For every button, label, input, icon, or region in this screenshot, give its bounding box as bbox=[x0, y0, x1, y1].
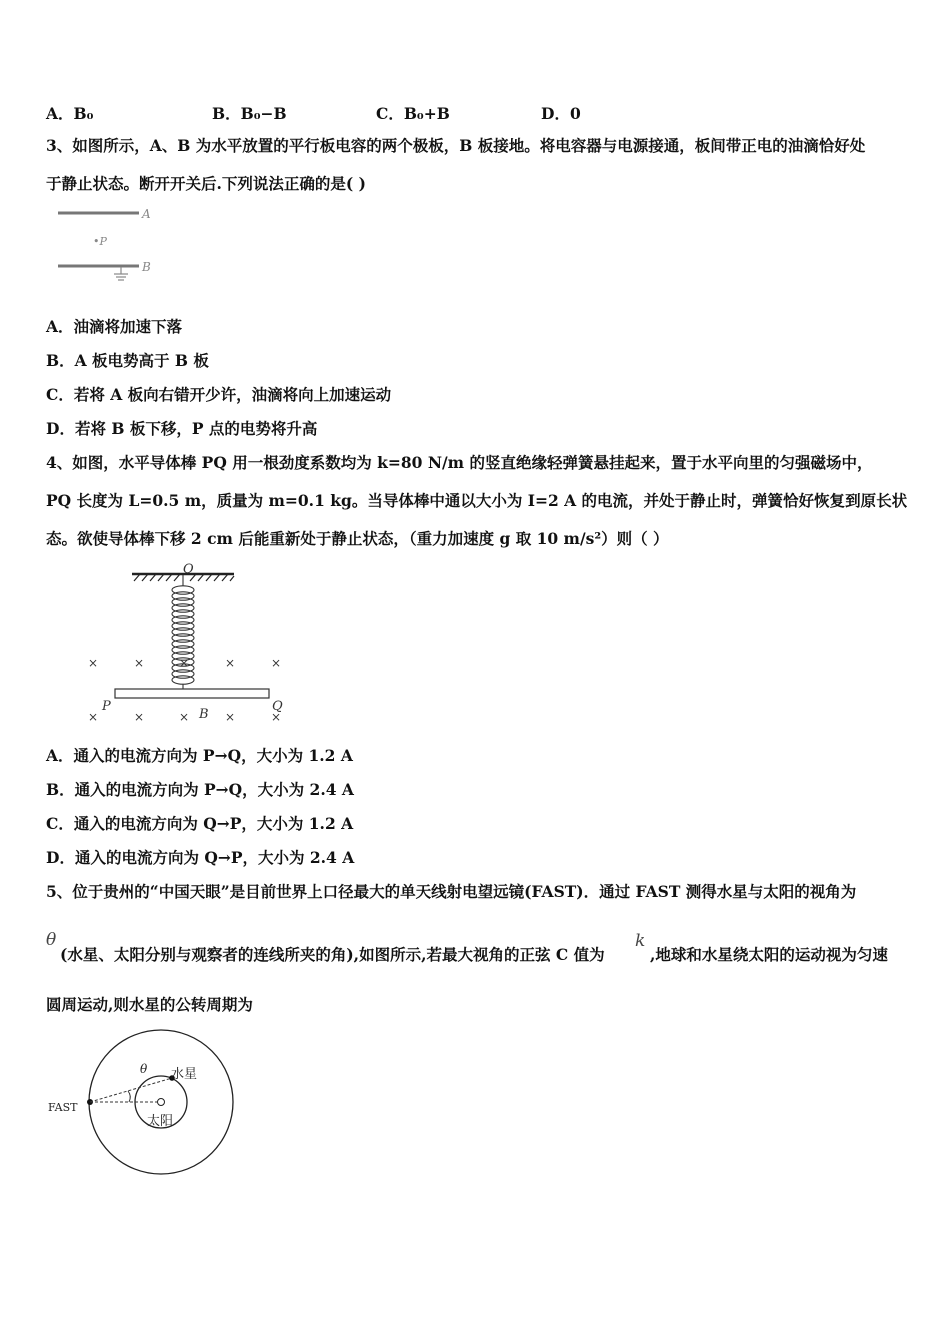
q3-capacitor-figure bbox=[55, 200, 165, 290]
q2-option-a: A．B₀ bbox=[46, 104, 94, 123]
field-cross-icon: × bbox=[179, 656, 190, 670]
q3-stem-line-2: 于静止状态。断开开关后.下列说法正确的是( ) bbox=[46, 174, 366, 193]
q5-stem-line-3: 圆周运动,则水星的公转周期为 bbox=[46, 995, 253, 1014]
fast-label: FAST bbox=[48, 1101, 78, 1114]
q4-stem-line-2: PQ 长度为 L=0.5 m，质量为 m=0.1 kg。当导体棒中通以大小为 I=2 A 的电流，并处于静止时，弹簧恰好恢复到原长状 bbox=[46, 491, 908, 510]
q4-option-c: C．通入的电流方向为 Q→P，大小为 1.2 A bbox=[46, 814, 354, 833]
q3-option-a: A．油滴将加速下落 bbox=[46, 317, 183, 336]
rod-q-label: Q bbox=[272, 699, 283, 714]
field-cross-icon: × bbox=[88, 656, 99, 670]
q4-option-d: D．通入的电流方向为 Q→P，大小为 2.4 A bbox=[46, 848, 355, 867]
q3-stem-line-1: 3、如图所示，A、B 为水平放置的平行板电容的两个极板，B 板接地。将电容器与电源接通，板间带正电的油滴恰好处 bbox=[46, 136, 866, 155]
q4-spring-figure bbox=[80, 560, 300, 730]
sun-marker bbox=[158, 1099, 165, 1106]
rod-p-label: P bbox=[102, 699, 111, 714]
q3-option-c: C．若将 A 板向右错开少许，油滴将向上加速运动 bbox=[46, 385, 392, 404]
sun-label: 太阳 bbox=[147, 1114, 174, 1129]
field-cross-icon: × bbox=[134, 710, 145, 724]
spring-icon bbox=[172, 575, 194, 689]
ground-icon bbox=[114, 267, 128, 280]
field-b-label: B bbox=[199, 707, 209, 722]
theta-label: θ bbox=[140, 1062, 148, 1076]
q4-option-a: A．通入的电流方向为 P→Q，大小为 1.2 A bbox=[46, 746, 353, 765]
q2-option-d: D．0 bbox=[541, 104, 581, 123]
q2-option-b: B．B₀−B bbox=[212, 104, 287, 123]
field-cross-icon: × bbox=[271, 710, 282, 724]
plate-b-label: B bbox=[142, 260, 151, 274]
plate-a-label: A bbox=[142, 207, 151, 221]
conductor-rod bbox=[115, 689, 269, 698]
field-cross-icon: × bbox=[134, 656, 145, 670]
field-cross-icon: × bbox=[271, 656, 282, 670]
q5-stem-line-2: (水星、太阳分别与观察者的连线所夹的角),如图所示,若最大视角的正弦 C 值为 bbox=[60, 945, 605, 964]
q3-option-d: D．若将 B 板下移，P 点的电势将升高 bbox=[46, 419, 318, 438]
q5-orbit-figure bbox=[44, 1025, 244, 1180]
q4-option-b: B．通入的电流方向为 P→Q，大小为 2.4 A bbox=[46, 780, 354, 799]
ceiling-o-label: O bbox=[183, 562, 194, 577]
q4-stem-line-1: 4、如图，水平导体棒 PQ 用一根劲度系数均为 k=80 N/m 的竖直绝缘轻弹簧悬挂起来，置于水平向里的匀强磁场中， bbox=[46, 453, 873, 472]
field-cross-icon: × bbox=[225, 710, 236, 724]
q5-stem-line-1: 5、位于贵州的“中国天眼”是目前世界上口径最大的单天线射电望远镜(FAST)．通过 FAST 测得水星与太阳的视角为 bbox=[46, 882, 857, 901]
q4-stem-line-3: 态。欲使导体棒下移 2 cm 后能重新处于静止状态，（重力加速度 g 取 10 m/s²）则（ ） bbox=[46, 529, 669, 548]
field-cross-icon: × bbox=[179, 710, 190, 724]
mercury-label: 水星 bbox=[171, 1067, 198, 1082]
q2-option-c: C．B₀+B bbox=[376, 104, 450, 123]
q5-stem-line-2b: ,地球和水星绕太阳的运动视为匀速 bbox=[650, 945, 888, 964]
point-p-label: •P bbox=[93, 235, 107, 248]
theta-symbol: θ bbox=[46, 930, 57, 950]
k-symbol: k bbox=[635, 931, 646, 951]
q3-option-b: B．A 板电势高于 B 板 bbox=[46, 351, 209, 370]
field-cross-icon: × bbox=[225, 656, 236, 670]
field-cross-icon: × bbox=[88, 710, 99, 724]
